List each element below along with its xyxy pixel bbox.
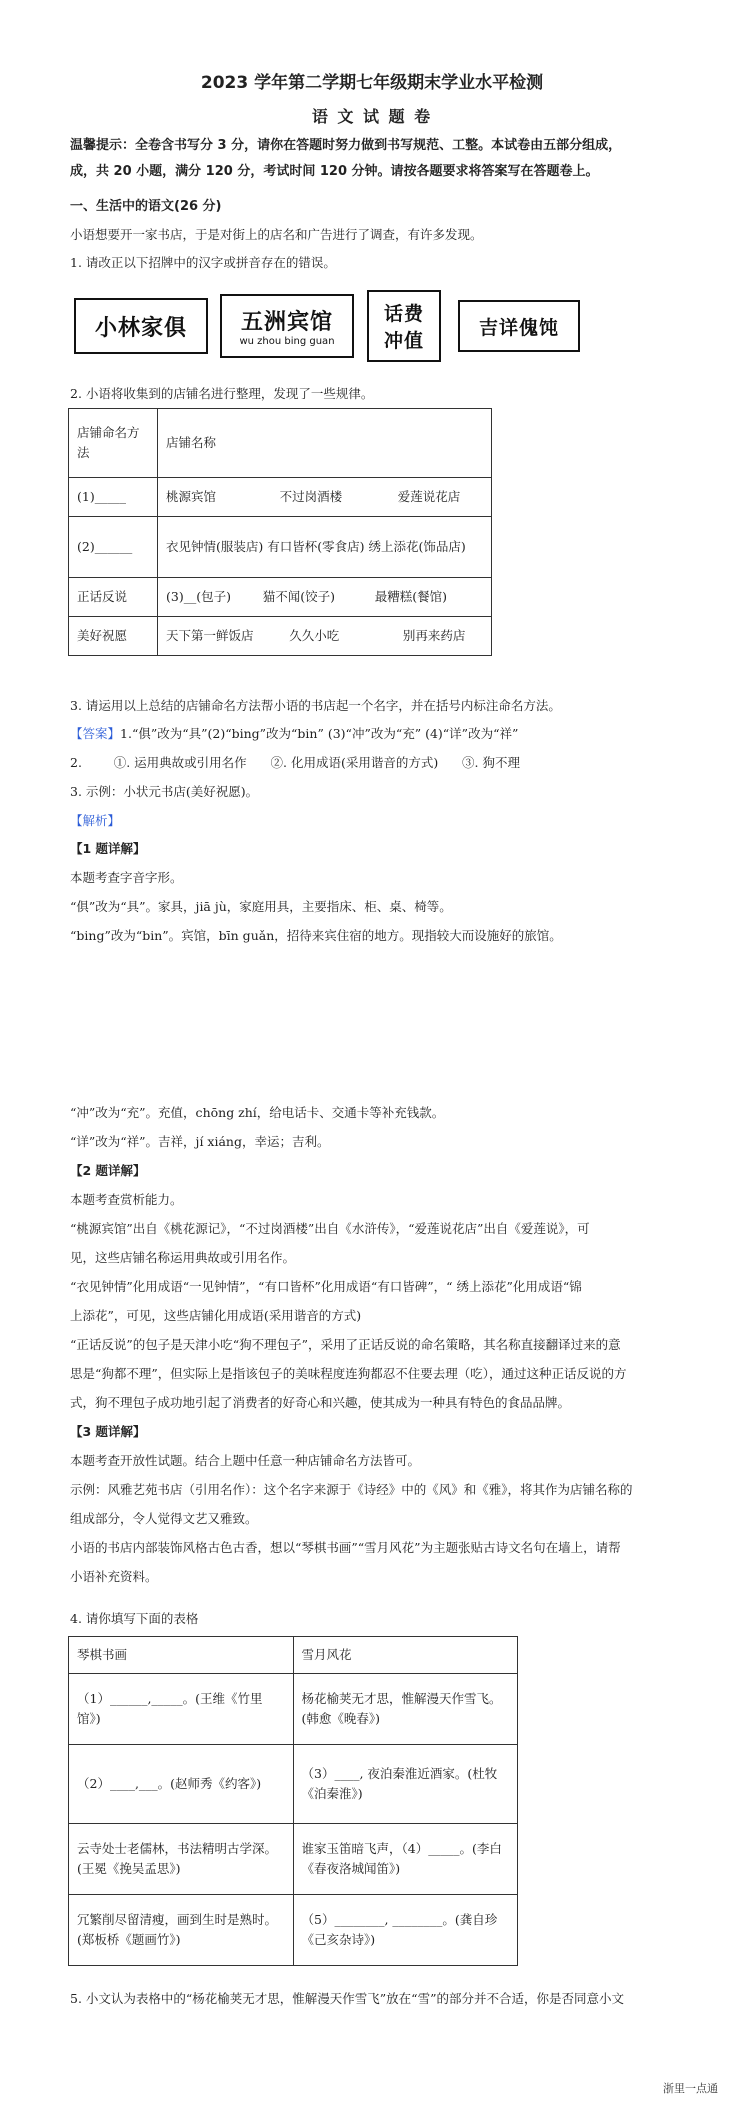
table-cell: (1)_____ bbox=[69, 478, 158, 517]
detail-3-line: 小语补充资料。 bbox=[70, 1569, 158, 1584]
table-header-row bbox=[69, 1637, 518, 1674]
question-5: 5. 小文认为表格中的“杨花榆荚无才思，惟解漫天作雪飞”放在“雪”的部分并不合适，你是否同意小文 bbox=[70, 1991, 624, 2006]
detail-2-line: 式，狗不理包子成功地引起了消费者的好奇心和兴趣，使其成为一种具有特色的食品品牌。 bbox=[70, 1395, 571, 1410]
table-row bbox=[69, 478, 492, 517]
table-row bbox=[69, 1824, 518, 1895]
sign-1 bbox=[74, 298, 208, 354]
poetry-table bbox=[68, 1636, 518, 1966]
answer-label: 【答案】 bbox=[70, 726, 121, 741]
sign-2-pinyin: wu zhou bing guan bbox=[239, 336, 335, 347]
analysis-label: 【解析】 bbox=[70, 813, 121, 828]
detail-2-line: 上添花”，可见，这些店铺化用成语(采用谐音的方式) bbox=[70, 1308, 362, 1323]
intro-text: 小语想要开一家书店，于是对街上的店名和广告进行了调查，有许多发现。 bbox=[70, 227, 483, 242]
table-row bbox=[69, 1895, 518, 1966]
table-header-cell: 琴棋书画 bbox=[69, 1637, 294, 1674]
answer-line-2: 2. ①. 运用典故或引用名作 ②. 化用成语(采用谐音的方式) ③. 狗不理 bbox=[70, 755, 520, 770]
detail-2-line: “正话反说”的包子是天津小吃“狗不理包子”，采用了正话反说的命名策略，其名称直接翻译过来的意 bbox=[70, 1337, 621, 1352]
table-cell: 桃源宾馆 不过岗酒楼 爱莲说花店 bbox=[158, 478, 492, 517]
table-cell: (2)______ bbox=[69, 517, 158, 578]
detail-2-line: “桃源宾馆”出自《桃花源记》，“不过岗酒楼”出自《水浒传》，“爱莲说花店”出自《爱莲说》，可 bbox=[70, 1221, 590, 1236]
table-header-cell: 雪月风花 bbox=[293, 1637, 518, 1674]
sign-3-text-a: 话费 bbox=[383, 303, 424, 325]
table-row bbox=[69, 578, 492, 617]
sign-4 bbox=[458, 300, 580, 352]
detail-1-line: 本题考查字音字形。 bbox=[70, 870, 183, 885]
table-row bbox=[69, 517, 492, 578]
detail-3-line: 组成部分，令人觉得文艺又雅致。 bbox=[70, 1511, 258, 1526]
detail-3-line: 本题考查开放性试题。结合上题中任意一种店铺命名方法皆可。 bbox=[70, 1453, 421, 1468]
detail-2-line: 思是“狗都不理”，但实际上是指该包子的美味程度连狗都忍不住要去理（吃），通过这种正话反说的方 bbox=[70, 1366, 627, 1381]
table-row bbox=[69, 617, 492, 656]
answer-line-1 bbox=[70, 725, 518, 743]
table-cell: 美好祝愿 bbox=[69, 617, 158, 656]
footer-watermark: 浙里一点通 bbox=[663, 2082, 718, 2095]
table-cell: （1）______,_____。(王维《竹里馆》) bbox=[69, 1674, 294, 1745]
detail-1-line: “详”改为“祥”。吉祥，jí xiáng，幸运；吉利。 bbox=[70, 1134, 330, 1149]
table-cell: （3）____, 夜泊秦淮近酒家。(杜牧《泊秦淮》) bbox=[293, 1745, 518, 1824]
table-cell: 冗繁削尽留清瘦，画到生时是熟时。(郑板桥《题画竹》) bbox=[69, 1895, 294, 1966]
table-header-row bbox=[69, 409, 492, 478]
table-row bbox=[69, 1745, 518, 1824]
table-cell: 杨花榆荚无才思，惟解漫天作雪飞。(韩愈《晚春》) bbox=[293, 1674, 518, 1745]
table-cell: （2）____,___。(赵师秀《约客》) bbox=[69, 1745, 294, 1824]
table-cell: 天下第一鲜饭店 久久小吃 别再来药店 bbox=[158, 617, 492, 656]
sign-4-text: 吉详傀饨 bbox=[478, 316, 559, 339]
detail-2-title: 【2 题详解】 bbox=[70, 1163, 146, 1178]
detail-1-line: “bing”改为“bin”。宾馆，bīn guǎn，招待来宾住宿的地方。现指较大而设施好的旅馆。 bbox=[70, 928, 562, 943]
question-2: 2. 小语将收集到的店铺名进行整理，发现了一些规律。 bbox=[70, 386, 374, 401]
detail-2-line: “衣见钟情”化用成语“一见钟情”，“有口皆杯”化用成语“有口皆碑”，“ 绣上添花”化用成语“锦 bbox=[70, 1279, 582, 1294]
table-cell: （5）________, ________。(龚自珍《己亥杂诗》) bbox=[293, 1895, 518, 1966]
question-1: 1. 请改正以下招牌中的汉字或拼音存在的错误。 bbox=[70, 255, 336, 270]
tips-line-2: 成，共 20 小题，满分 120 分，考试时间 120 分钟。请按各题要求将答案写在答题卷上。 bbox=[70, 164, 599, 179]
page-subtitle: 语 文 试 题 卷 bbox=[311, 107, 433, 126]
page-title: 2023 学年第二学期七年级期末学业水平检测 bbox=[200, 73, 544, 93]
tips-line-1: 温馨提示：全卷含书写分 3 分，请你在答题时努力做到书写规范、工整。本试卷由五部分组成， bbox=[70, 138, 622, 153]
sign-3 bbox=[367, 290, 441, 362]
detail-1-line: “俱”改为“具”。家具，jiā jù，家庭用具，主要指床、柜、桌、椅等。 bbox=[70, 899, 452, 914]
table-header-cell: 店铺名称 bbox=[158, 409, 492, 478]
detail-1-title: 【1 题详解】 bbox=[70, 841, 146, 856]
sign-2 bbox=[220, 294, 354, 358]
table-cell: 云寺处士老儒林，书法精明古学深。(王冕《挽吴孟思》) bbox=[69, 1824, 294, 1895]
detail-3-title: 【3 题详解】 bbox=[70, 1424, 146, 1439]
table-cell: (3)__(包子) 猫不闻(饺子) 最糟糕(餐馆) bbox=[158, 578, 492, 617]
section-heading-1: 一、生活中的语文(26 分) bbox=[70, 199, 222, 214]
detail-3-line: 示例：风雅艺苑书店（引用名作）：这个名字来源于《诗经》中的《风》和《雅》，将其作为店铺名称的 bbox=[70, 1482, 633, 1497]
detail-3-line: 小语的书店内部装饰风格古色古香，想以“琴棋书画”“雪月风花”为主题张贴古诗文名句在墙上，请帮 bbox=[70, 1540, 621, 1555]
detail-1-line: “冲”改为“充”。充值，chōng zhí，给电话卡、交通卡等补充钱款。 bbox=[70, 1105, 445, 1120]
signboard-image bbox=[70, 286, 580, 366]
table-cell: 谁家玉笛暗飞声，（4）_____。(李白《春夜洛城闻笛》) bbox=[293, 1824, 518, 1895]
question-4: 4. 请你填写下面的表格 bbox=[70, 1611, 199, 1626]
table-header-cell: 店铺命名方法 bbox=[69, 409, 158, 478]
detail-2-line: 本题考查赏析能力。 bbox=[70, 1192, 183, 1207]
store-name-table bbox=[68, 408, 492, 656]
table-cell: 正话反说 bbox=[69, 578, 158, 617]
sign-1-text: 小林家俱 bbox=[94, 315, 187, 341]
sign-3-text-b: 冲值 bbox=[383, 330, 424, 352]
table-cell: 衣见钟情(服装店) 有口皆杯(零食店) 绣上添花(饰品店) bbox=[158, 517, 492, 578]
table-row bbox=[69, 1674, 518, 1745]
answer-1-text: 1.“俱”改为“具”(2)“bing”改为“bin” (3)“冲”改为“充” (4)“详”改为“祥” bbox=[120, 726, 519, 741]
detail-2-line: 见，这些店铺名称运用典故或引用名作。 bbox=[70, 1250, 296, 1265]
sign-2-text: 五洲宾馆 bbox=[240, 310, 333, 335]
answer-line-3: 3. 示例：小状元书店(美好祝愿)。 bbox=[70, 784, 259, 799]
question-3: 3. 请运用以上总结的店铺命名方法帮小语的书店起一个名字，并在括号内标注命名方法。 bbox=[70, 698, 561, 713]
